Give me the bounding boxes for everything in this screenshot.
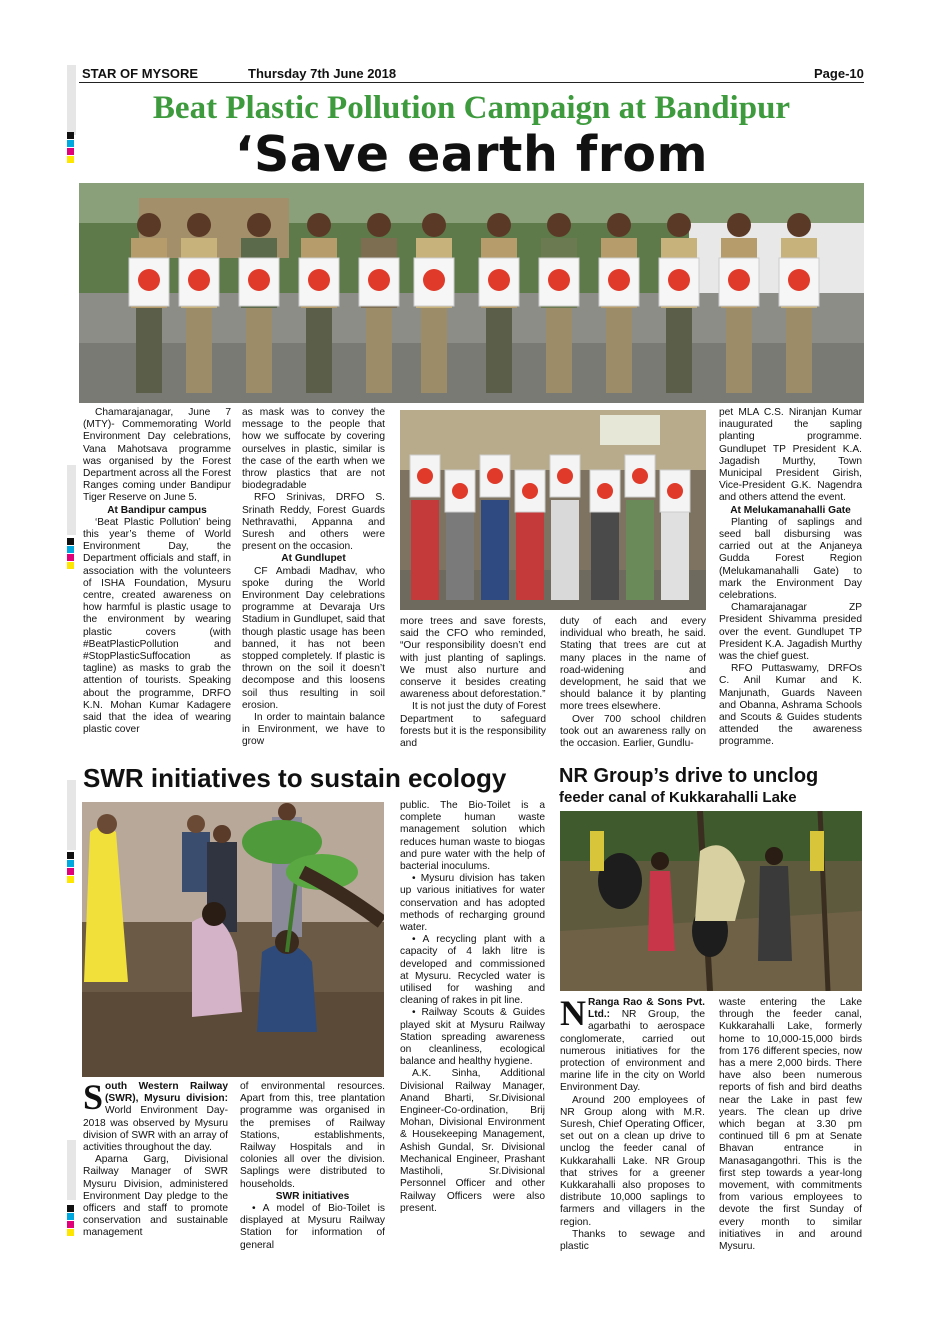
paragraph: CF Ambadi Madhav, who spoke during the World Environment Day celebrations programme at Devaraja Urs Stadium in Gundlupet, said that though plastic usage has been banned, it has not been stopped completely. If plastic is thrown on the soil it doesn’t decompose and this loosens soil thus resulting in soil erosion.	[242, 565, 385, 711]
main-photo-forest-staff	[79, 183, 864, 403]
staff-figure-legs	[136, 303, 162, 393]
nr-photo-canal-cleanup	[560, 811, 862, 991]
reg-swatch-yellow	[67, 562, 74, 569]
staff-figure-head	[137, 213, 161, 237]
reg-swatch-magenta	[67, 868, 74, 875]
masthead-page-number: Page-10	[814, 66, 864, 81]
staff-figure-legs	[366, 303, 392, 393]
lead-rest: NR Group, the agarbathi to aerospace conglomerate, carried out numerous initiatives for the protection of environment and marine life in the city on World Environment Day.	[560, 1009, 705, 1094]
staff-figure-legs	[421, 303, 447, 393]
subheading: At Gundlupet	[281, 553, 346, 565]
paragraph: Planting of saplings and seed ball disbursing was carried out at the Anjaneya Gudda Forest Region (Melukamanahalli Gate) to mark the Environment Day celebrations.	[719, 516, 862, 602]
stop-plastic-logo	[728, 269, 750, 291]
article3-headline-line1: NR Group’s drive to unclog	[559, 765, 819, 787]
reg-swatch-black	[67, 1205, 74, 1212]
reg-swatch-cyan	[67, 1213, 74, 1220]
staff-figure-legs	[786, 303, 812, 393]
paragraph	[83, 1077, 228, 1154]
paragraph: In order to maintain balance in Environment, we have to grow	[242, 712, 385, 748]
staff-figure-legs	[186, 303, 212, 393]
stop-plastic-logo	[548, 269, 570, 291]
article3-headline-line2: feeder canal of Kukkarahalli Lake	[559, 789, 797, 806]
paragraph: Over 700 school children took out an awareness rally on the occasion. Earlier, Gundlu-	[560, 713, 706, 750]
article1-column-5	[719, 407, 862, 749]
article1-column-2	[242, 407, 385, 749]
stop-plastic-logo	[488, 269, 510, 291]
stop-plastic-logo	[417, 468, 433, 484]
article1-headline: ‘Save earth from	[234, 126, 709, 183]
stop-plastic-logo	[608, 269, 630, 291]
paragraph: Aparna Garg, Divisional Railway Manager of SWR Mysuru Division, administered Environment Day pledge to the officers and staff to promote conservation and sustainable management	[83, 1154, 228, 1239]
reg-swatch-yellow	[67, 1229, 74, 1236]
stop-plastic-logo	[597, 483, 613, 499]
staff-figure-legs	[486, 303, 512, 393]
staff-figure-legs	[306, 303, 332, 393]
lead-bold: outh Western Railway (SWR), Mysuru division:	[105, 1081, 228, 1105]
lead-bold: Ranga Rao & Sons Pvt. Ltd.:	[588, 997, 705, 1021]
paragraph: RFO Srinivas, DRFO S. Srinath Reddy, Forest Guards Nethravathi, Appanna and Suresh and others were present on the occasion.	[242, 492, 385, 553]
staff-figure-head	[487, 213, 511, 237]
subheading: At Bandipur campus	[107, 504, 207, 516]
stop-plastic-logo	[188, 269, 210, 291]
staff-figure-head	[367, 213, 391, 237]
paragraph: • Mysuru division has taken up various initiatives for water conservation and has adopted methods of recharging ground water.	[400, 873, 545, 934]
paragraph	[560, 993, 705, 1095]
staff-figure-legs	[606, 303, 632, 393]
stop-plastic-logo	[557, 468, 573, 484]
reg-swatch-black	[67, 132, 74, 139]
article1-column-1	[83, 407, 231, 736]
paragraph: duty of each and every individual who breath, he said. Stating that trees are cut at many places in the name of road-widening and development, he said that we should balance it by planting more trees elsewhere.	[560, 616, 706, 713]
reg-swatch-magenta	[67, 148, 74, 155]
article1-column-4	[560, 616, 706, 750]
reg-swatch-cyan	[67, 860, 74, 867]
swr-photo-tree-planting	[82, 802, 384, 1077]
staff-figure-head	[187, 213, 211, 237]
article3-column-2	[719, 997, 862, 1253]
color-strip-bottom	[67, 1140, 76, 1200]
staff-figure-legs	[666, 303, 692, 393]
reg-swatch-yellow	[67, 156, 74, 163]
rally-figure-body	[481, 500, 509, 600]
article2-headline: SWR initiatives to sustain ecology	[83, 763, 507, 793]
rally-figure-body	[661, 500, 689, 600]
subheading: SWR initiatives	[275, 1190, 350, 1202]
article3-column-1	[560, 993, 705, 1253]
color-strip-mid	[67, 465, 76, 535]
rally-figure-body	[626, 500, 654, 600]
reg-swatch-cyan	[67, 546, 74, 553]
rally-figure-body	[446, 500, 474, 600]
masthead-paper-name: STAR OF MYSORE	[82, 66, 199, 81]
rally-figure-body	[551, 500, 579, 600]
paragraph: public. The Bio-Toilet is a complete human waste management solution which reduces human waste to biogas and pure water with the help of bacterial inoculums.	[400, 800, 545, 873]
paragraph: A.K. Sinha, Additional Divisional Railway Manager, Anand Bharti, Sr.Divisional Engineer-Co-ordination, Brij Mohan, Divisional Environment & Housekeeping Management, Ashish Gundal, Sr. Divisional Mechanical Engineer, Prashant Mastiholi, Sr.Divisional Personnel Officer and other Railway Officers were also present.	[400, 1068, 545, 1214]
paragraph: of environmental resources. Apart from this, tree plantation programme was organised in the premises of Railway Stations, establishments, Railway Hospitals and in colonies all over the division. Saplings were distributed to households.	[240, 1081, 385, 1190]
staff-figure-head	[727, 213, 751, 237]
reg-swatch-black	[67, 538, 74, 545]
stop-plastic-logo	[632, 468, 648, 484]
paragraph: It is not just the duty of Forest Department to safeguard forests but it is the responsibility and	[400, 701, 546, 750]
staff-figure-head	[607, 213, 631, 237]
stop-plastic-logo	[668, 269, 690, 291]
rally-figure-body	[516, 500, 544, 600]
paragraph: waste entering the Lake through the feeder canal, Kukkarahalli Lake, formerly home to 10,000-15,000 birds from 176 different species, now has a mere 2,000 birds. There have also been numerous reports of fish and bird deaths near the Lake in past few years. The clean up drive which began at 3.30 pm continued till 6 pm at Senate Bhavan entrance in Manasagangothri. This is the first step towards a year-long movement, with commitments from various employees to devote the first Sunday of every month to similar initiatives in and around Mysuru.	[719, 997, 862, 1253]
paragraph: ‘Beat Plastic Pollution’ being this year’s theme of World Environment Day, the Department officials and staff, in association with the volunteers of ISHA Foundation, Mysuru centre, created awareness on how harmful is plastic usage to the environment by wearing plastic covers (with #BeatPlasticPollution and #StopPlasticSuffocation as tagline) as masks to grab the attention of tourists. Speaking about the programme, DRFO K.N. Mohan Kumar Kadagere said that the idea of wearing plastic cover	[83, 516, 231, 736]
paragraph: • A recycling plant with a capacity of 4 lakh litre is developed and commissioned at Mysuru. Recycled water is utilised for washing and cleaning of rakes in pit line.	[400, 934, 545, 1007]
paragraph: Chamarajanagar, June 7 (MTY)- Commemorating World Environment Day celebrations, Vana Mahotsava programme was organised by the Forest Department across all the Forest Ranges coming under Bandipur Tiger Reserve on June 5.	[83, 407, 231, 504]
paragraph: pet MLA C.S. Niranjan Kumar inaugurated the sapling planting programme. Gundlupet TP President K.A. Jagadish Murthy, Town Municipal President Girish, Vice-President G.K. Nagendra and others attend the event.	[719, 407, 862, 504]
paragraph: RFO Puttaswamy, DRFOs C. Anil Kumar and K. Manjunath, Guards Naveen and Obanna, Ashrama Schools and Scouts & Guides students attended the awareness programme.	[719, 663, 862, 748]
staff-figure-legs	[726, 303, 752, 393]
reg-swatch-cyan	[67, 140, 74, 147]
article2-column-2	[240, 1081, 385, 1252]
stop-plastic-logo	[308, 269, 330, 291]
paragraph: • Railway Scouts & Guides played skit at Mysuru Railway Station spreading awareness on cleanliness, ecological balance and healthy hygiene.	[400, 1007, 545, 1068]
reg-swatch-magenta	[67, 1221, 74, 1228]
subheading: At Melukamanahalli Gate	[730, 504, 851, 516]
lead-rest: World Environment Day-2018 was observed by Mysuru division of SWR with an array of activities throughout the day.	[83, 1105, 228, 1154]
staff-figure-head	[422, 213, 446, 237]
color-strip-top	[67, 65, 76, 135]
paragraph: Around 200 employees of NR Group along with M.R. Suresh, Chief Operating Officer, set out on a clean up drive to unclog the feeder canal of Kukkarahalli Lake. NR Group that strives for a greener Kukkarahalli also proposes to distribute 10,000 saplings to farmers and villagers in the region.	[560, 1094, 705, 1228]
paragraph: • A model of Bio-Toilet is displayed at Mysuru Railway Station for information of general	[240, 1203, 385, 1251]
stop-plastic-logo	[522, 483, 538, 499]
staff-figure-legs	[546, 303, 572, 393]
dropcap: N	[560, 993, 586, 1033]
paragraph: Chamarajanagar ZP President Shivamma presided over the event. Gundlupet TP President K.A. Jagadish Murthy was the chief guest.	[719, 602, 862, 663]
article1-kicker: Beat Plastic Pollution Campaign at Bandipur	[152, 90, 791, 126]
stop-plastic-logo	[368, 269, 390, 291]
stop-plastic-logo	[452, 483, 468, 499]
paragraph: Thanks to sewage and plastic	[560, 1228, 705, 1253]
reg-swatch-black	[67, 852, 74, 859]
staff-figure-head	[787, 213, 811, 237]
stop-plastic-logo	[788, 269, 810, 291]
reg-swatch-yellow	[67, 876, 74, 883]
staff-figure-head	[247, 213, 271, 237]
masthead-date: Thursday 7th June 2018	[248, 66, 397, 81]
staff-figure-head	[667, 213, 691, 237]
stop-plastic-logo	[667, 483, 683, 499]
rally-figure-body	[591, 500, 619, 600]
stop-plastic-logo	[248, 269, 270, 291]
article2-column-1	[83, 1077, 228, 1240]
rally-figure-body	[411, 500, 439, 600]
stop-plastic-logo	[487, 468, 503, 484]
masthead-rule	[79, 82, 864, 83]
staff-figure-head	[547, 213, 571, 237]
staff-figure-legs	[246, 303, 272, 393]
paragraph: as mask was to convey the message to the people that how we suffocate by covering ourselves in plastic, similar is the case of the earth when we throw plastics that are not biodegradable	[242, 407, 385, 492]
reg-swatch-magenta	[67, 554, 74, 561]
inset-photo-awareness-rally	[400, 410, 706, 610]
article2-column-3	[400, 800, 545, 1215]
color-strip-lower	[67, 780, 76, 850]
stop-plastic-logo	[423, 269, 445, 291]
staff-figure-head	[307, 213, 331, 237]
dropcap: S	[83, 1077, 104, 1117]
stop-plastic-logo	[138, 269, 160, 291]
article1-column-3	[400, 616, 546, 750]
paragraph: more trees and save forests, said the CFO who reminded, “Our responsibility doesn’t end with just planting of saplings. We must also nurture and conserve it besides creating awareness about deforestation.”	[400, 616, 546, 701]
